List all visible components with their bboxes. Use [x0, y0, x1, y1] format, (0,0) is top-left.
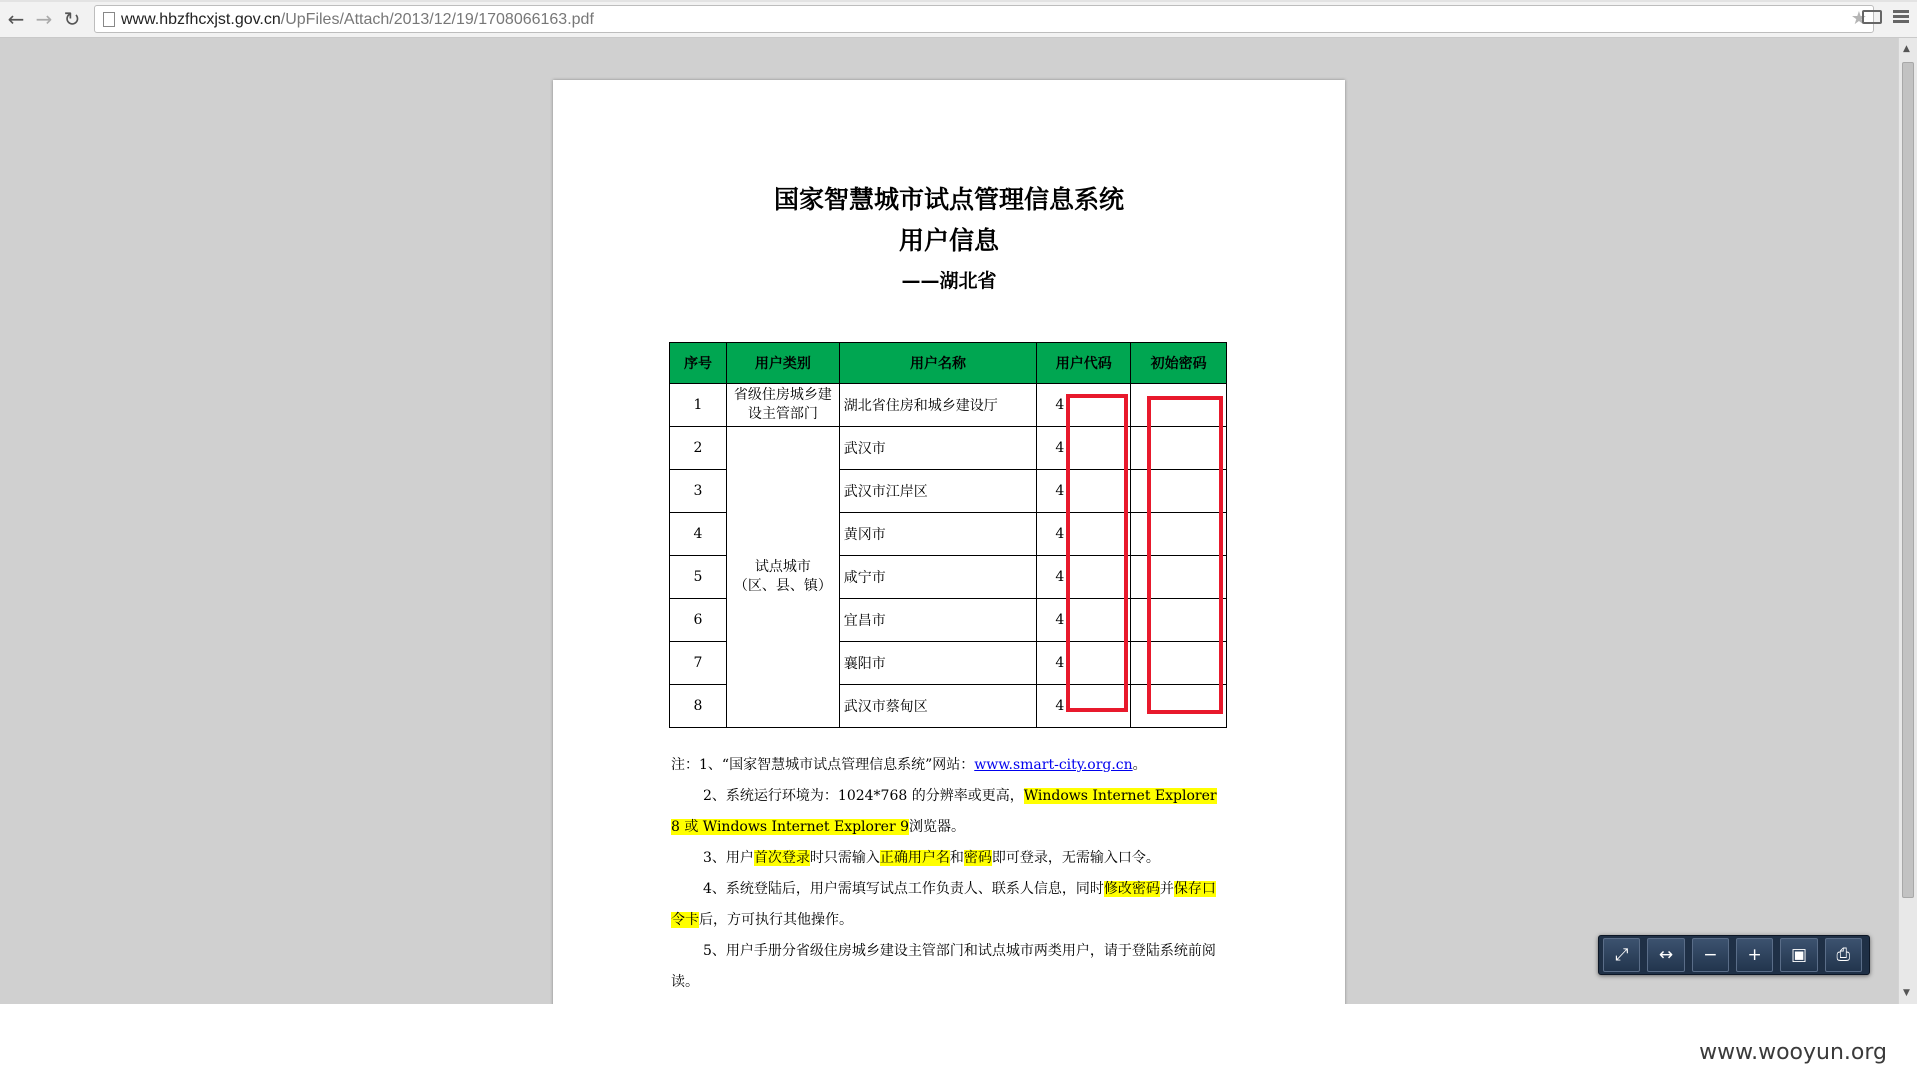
note-4-text-b: 并 [1159, 881, 1174, 897]
fit-page-icon[interactable]: ⤢ [1603, 938, 1640, 972]
row-name: 武汉市蔡甸区 [839, 685, 1037, 728]
vertical-scrollbar[interactable] [1898, 38, 1917, 1004]
note-3 [671, 843, 1227, 874]
row-category-pilot [726, 427, 839, 728]
cast-icon[interactable] [1862, 10, 1882, 24]
note-2-text: 2、系统运行环境为：1024*768 的分辨率或更高， [703, 788, 1024, 804]
row-code: 4 [1037, 470, 1131, 513]
note-2-suffix: 浏览器。 [909, 819, 965, 835]
zoom-in-icon[interactable]: + [1736, 938, 1773, 972]
row-name: 黄冈市 [839, 513, 1037, 556]
menu-icon[interactable] [1893, 8, 1911, 28]
table-header-row [670, 343, 1227, 384]
note-4-text-c: 后，方可执行其他操作。 [699, 912, 853, 928]
header-code: 用户代码 [1037, 343, 1131, 384]
row-code: 4 [1037, 599, 1131, 642]
redaction-box-password [1147, 396, 1223, 714]
user-info-table [669, 342, 1227, 728]
forward-arrow-icon[interactable]: → [35, 7, 53, 31]
row-no: 7 [670, 642, 727, 685]
url-path: /UpFiles/Attach/2013/12/19/1708066163.pdf [280, 11, 594, 28]
note-1 [671, 750, 1227, 781]
note-3-text-c: 和 [949, 850, 964, 866]
document-subtitle: ——湖北省 [901, 270, 997, 292]
row-no: 6 [670, 599, 727, 642]
row-name: 武汉市 [839, 427, 1037, 470]
header-no: 序号 [670, 343, 727, 384]
row-no: 3 [670, 470, 727, 513]
note-3-highlight-3: 密码 [963, 850, 992, 866]
url-host: www.hbzfhcxjst.gov.cn [121, 11, 281, 28]
note-3-text-a: 3、用户 [703, 850, 754, 866]
pilot-category-line2: （区、县、镇） [733, 578, 832, 594]
fit-width-icon[interactable]: ↔ [1647, 938, 1684, 972]
reload-icon[interactable]: ↻ [63, 7, 81, 31]
note-3-highlight-1: 首次登录 [753, 850, 810, 866]
table-row [670, 427, 1227, 470]
page-icon [103, 12, 115, 27]
scrollbar-thumb[interactable] [1902, 62, 1914, 898]
url-text[interactable] [121, 10, 594, 30]
pdf-toolbar [1598, 935, 1870, 975]
header-password: 初始密码 [1131, 343, 1227, 384]
row-name: 咸宁市 [839, 556, 1037, 599]
note-2-highlight: Windows Internet Explorer 8 或 Windows Internet Explorer 9 [671, 788, 1217, 835]
zoom-out-icon[interactable]: − [1692, 938, 1729, 972]
notes-section [671, 750, 1227, 998]
row-code: 4 [1037, 427, 1131, 470]
scroll-up-icon[interactable]: ▲ [1903, 44, 1910, 54]
watermark: www.wooyun.org [1699, 1040, 1887, 1065]
row-code: 4 [1037, 513, 1131, 556]
footer-area [0, 1004, 1917, 1078]
row-name: 湖北省住房和城乡建设厅 [839, 384, 1037, 427]
row-code: 4 [1037, 642, 1131, 685]
row-no: 8 [670, 685, 727, 728]
address-bar[interactable] [94, 5, 1874, 33]
print-icon[interactable]: ⎙ [1825, 938, 1862, 972]
document-title: 国家智慧城市试点管理信息系统 [773, 185, 1124, 214]
note-4-highlight-1: 修改密码 [1103, 881, 1160, 897]
row-no: 2 [670, 427, 727, 470]
table-row [670, 384, 1227, 427]
row-name: 武汉市江岸区 [839, 470, 1037, 513]
save-icon[interactable]: ▣ [1780, 938, 1817, 972]
note-3-highlight-2: 正确用户名 [879, 850, 950, 866]
note-3-text-d: 即可登录，无需输入口令。 [991, 850, 1160, 866]
document-title-line2: 用户信息 [898, 226, 999, 255]
row-no: 4 [670, 513, 727, 556]
back-arrow-icon[interactable]: ← [7, 7, 25, 31]
bookmark-star-icon[interactable]: ★ [1850, 8, 1867, 29]
row-name: 襄阳市 [839, 642, 1037, 685]
row-code: 4 [1037, 384, 1131, 427]
row-no: 5 [670, 556, 727, 599]
tab-strip-edge [0, 0, 1917, 2]
row-no: 1 [670, 384, 727, 427]
header-category: 用户类别 [726, 343, 839, 384]
row-code: 4 [1037, 685, 1131, 728]
note-4-highlight-2: 保存口令卡 [671, 881, 1216, 928]
redaction-box-code [1066, 394, 1128, 712]
row-category: 省级住房城乡建设主管部门 [726, 384, 839, 427]
note-5: 5、用户手册分省级住房城乡建设主管部门和试点城市两类用户，请于登陆系统前阅读。 [671, 943, 1216, 990]
scroll-down-icon[interactable]: ▼ [1903, 988, 1910, 998]
note-3-text-b: 时只需输入 [809, 850, 880, 866]
smart-city-link[interactable]: www.smart-city.org.cn [974, 757, 1133, 773]
pdf-viewport[interactable] [0, 38, 1917, 1004]
pilot-category-line1: 试点城市 [754, 559, 811, 575]
note-2 [671, 781, 1227, 843]
note-1-suffix: 。 [1132, 757, 1147, 773]
browser-toolbar [0, 0, 1917, 38]
header-name: 用户名称 [839, 343, 1037, 384]
row-code: 4 [1037, 556, 1131, 599]
note-1-text: 注：1、“国家智慧城市试点管理信息系统”网站： [671, 757, 975, 773]
note-4-text-a: 4、系统登陆后，用户需填写试点工作负责人、联系人信息，同时 [703, 881, 1104, 897]
pdf-page [553, 80, 1345, 1004]
note-4 [671, 874, 1227, 936]
row-name: 宜昌市 [839, 599, 1037, 642]
